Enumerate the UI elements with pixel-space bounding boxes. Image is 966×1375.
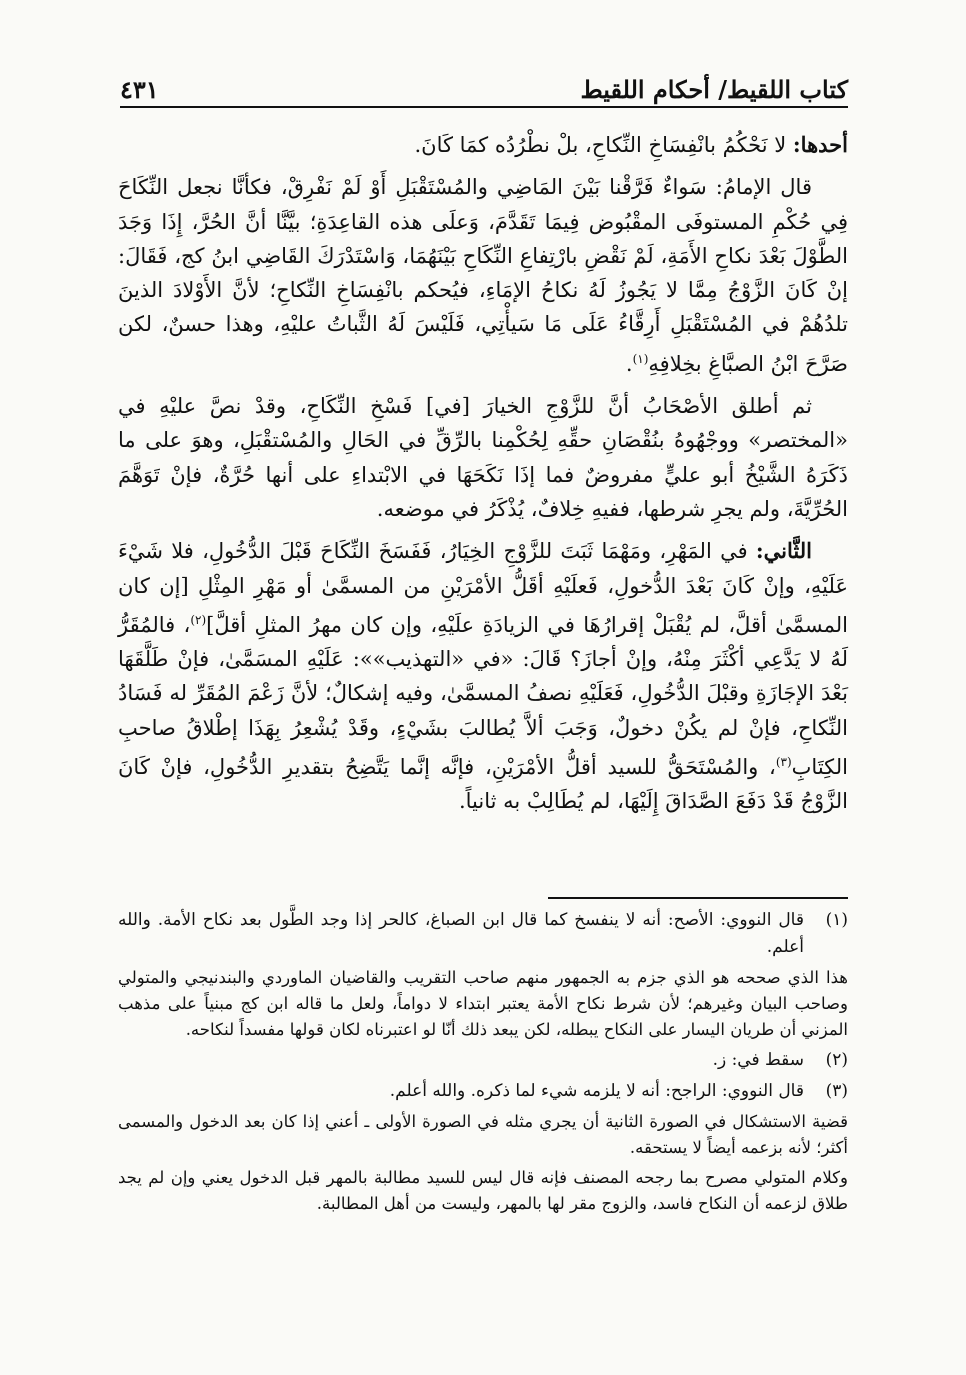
page-header [120,60,848,110]
paragraph-4-text-b: ، فالمُقَرُّ لَهُ لا يَدَّعِي أكْثَرَ مِنْهُ، وإنْ أجازَ؟ قَالَ: «في «التهذيب»»: عَلَيْهِ المسَمَّىٰ، فإنْ طَلَّقَهَا بَعْدَ الإجَازَةِ وقبْلَ الدُّخُولِ، فَعَلَيْهِ نصفُ المسمَّىٰ، وفيه إشكالٌ؛ لأنَّ زَعْمَ المُقَرِّ له فَسَادُ النِّكاحِ، فإنْ لم يكُنْ دخولٌ، وَجَبَ ألاَّ يُطالبَ بشَيْءٍ، وقَدْ يُشْعِرُ بِهَذَا إطْلاقُ صاحبِ الكِتَابِ [118,612,848,780]
footnote-3 [118,1078,848,1105]
paragraph-2-end: . [625,351,633,376]
footnote-2-text: سقط في: ز. [712,1050,804,1070]
footnote-1 [118,907,848,961]
paragraph-4-text-c: ، والمُسْتَحَقُّ للسيد أقلُّ الأمْرَيْنِ، فإنَّه إنَّما يَتَّضِحُ بتقديرِ الدُّخُولِ، فإنْ كَانَ الزَّوْجُ قَدْ دَفَعَ الصَّدَاقَ إِلَيْهَا، لم يُطَالِبْ به ثانياً. [118,755,848,814]
paragraph-4 [118,534,848,818]
paragraph-1 [118,128,848,162]
paragraph-1-text: لا نَحْكُمُ بانْفِسَاخِ النِّكاحِ، بلْ نطْرُدُه كمَا كَانَ. [414,133,793,157]
running-title: كتاب اللقيط/ أحكام اللقيط [580,75,848,104]
footnote-1-commentary: هذا الذي صححه هو الذي جزم به الجمهور منهم صاحب التقريب والقاضيان الماوردي والبندنيجي والمتولي وصاحب البيان وغيرهم؛ لأن شرط نكاح الأمة يعتبر ابتداء لا دواماً، ولعل ما قاله ابن كج مبنياً على مذهب المزني أن طريان اليسار على النكاح يبطله، لكن يبعد ذلك أنّا لو اعتبرناه لكان قولها مفسداً لنكاحه. [118,968,848,1039]
paragraph-3: ثم أطلق الأصْحَابُ أنَّ للزَّوْجِ الخيارَ [في] فَسْخِ النِّكَاحِ، وقدْ نصَّ عليْهِ في «المختصر» ووجْهُوهُ بنُقْصَانِ حقِّهِ لِحُكْمِنا بالرِّقِّ في الحَالِ والمُسْتقْبَلِ، وهوَ على ما ذَكَرَهُ الشَّيْخُ أبو عليٍّ مفروضٌ فما إذَا نَكَحَهَا في الابْتداءِ على أنها حُرَّةٌ، فإنْ تَوَهَّمَ الحُرِّيَّةَ، ولم يجرِ شرطها، ففيهِ خِلافٌ، يُذْكَرُ في موضعه. [118,394,848,521]
footnote-1-text: قال النووي: الأصح: أنه لا ينفسخ كما قال ابن الصباغ، كالحر إذا وجد الطَّول بعد نكاح الأمة. والله أعلم. [118,910,804,957]
footnotes [118,907,848,1221]
footnote-3-text: قال النووي: الراجح: أنه لا يلزمه شيء لما ذكره. والله أعلم. [389,1081,804,1101]
footnote-2-number: (٢) [825,1050,848,1070]
footnote-1-number: (١) [825,910,848,930]
footnote-2 [118,1047,848,1074]
paragraph-4-text-a: في المَهْرِ، ومَهْمَا ثَبَتَ للزَّوْجِ الخِيَارُ، فَفَسَخَ النِّكَاحَ قَبْلَ الدُّخُولِ، فلا شَيْءَ عَلَيْهِ، وإنْ كَانَ بَعْدَ الدُّخولِ، فَعلَيْهِ أقَلُّ الأمْرَيْنِ من المسمَّىٰ أو مَهْرِ المِثْلِ [إن كان المسمَّىٰ أقلَّ، لم يُقْبَلْ إقرارُهَا في الزيادَةِ علَيْهِ، وإن كان مهرُ المثلِ أقلَّ] [118,539,849,637]
footnote-ref-2[interactable]: (٢) [190,612,207,627]
paragraph-2-text: قال الإمامُ: سَواءٌ فَرَّقْنا بَيْنَ المَاضِي والمُسْتَقْبَلِ أَوْ لَمْ نَفْرِقْ، فكأنَّا نجعل النِّكَاحَ فِي حُكْمِ المستوفَى المقْبُوض فِيمَا تَقَدَّمَ، وَعلَى هذه القاعِدَةِ؛ بيَّنَّا أنَّ الحُرَّ، إِذَا وَجَدَ الطَّوْلَ بَعْدَ نكاحِ الأَمَةِ، لَمْ نَقْضِ بارْتِفاعِ النِّكَاحِ بَيْنَهُمَا، وَاسْتَدْرَكَ القَاضِي ابنُ كج، فَقَالَ: إنْ كَانَ الزَّوْجُ مِمَّا لا يَجُوزُ لَهُ نكاحُ الإمَاءِ، فيُحكم بانْفِسَاخِ النِّكاحِ؛ لأنَّ الأَوْلادَ الذينَ تلدُهُمْ في المُسْتَقْبَلِ أَرِقَّاءُ عَلَى مَا سَيأْتِي، فَلَيْسَ لَهُ الثَّباتُ عليْهِ، وهذا حسنٌ، لكن صَرَّحَ ابْنُ الصبَّاغِ بخِلافِهِ [118,175,848,376]
footnote-ref-1[interactable]: (١) [632,351,649,366]
footnote-divider [548,897,848,899]
footnote-3-commentary-2: وكلام المتولي مصرح بما رجحه المصنف فإنه قال ليس للسيد مطالبة بالمهر قبل الدخول يعني وإن لم يجد طلاق لزعمه أن النكاح فاسد، والزوج مقر لها بالمهر، وليست من أهل المطالبة. [118,1168,848,1213]
footnote-3-commentary-1: قضية الاستشكال في الصورة الثانية أن يجري مثله في الصورة الأولى ـ أعني إذا كان بعد الدخول والمسمى أكثر؛ لأنه بزعمه أيضاً لا يستحقه. [118,1112,848,1157]
header-divider [120,106,848,108]
paragraph-2 [118,170,848,381]
page-number: ٤٣١ [120,75,159,104]
main-text [118,128,848,827]
paragraph-1-lead: أحدها: [792,132,848,157]
footnote-ref-3[interactable]: (٣) [775,755,792,770]
paragraph-4-lead: الثَّاني: [755,538,812,564]
footnote-3-number: (٣) [825,1081,848,1101]
